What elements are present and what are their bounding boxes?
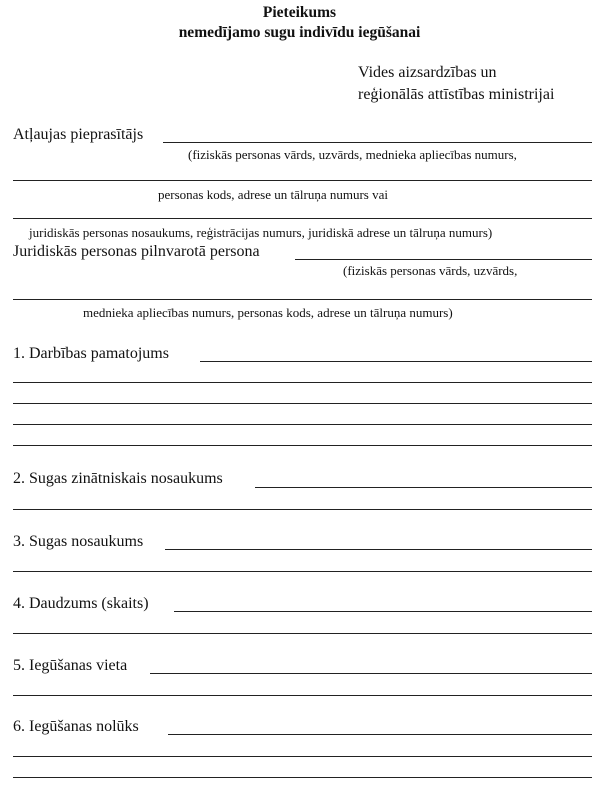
authorized-person-label: Juridiskās personas pilnvarotā persona [13,243,260,260]
authorized-person-input-line-2[interactable] [13,299,592,300]
section-1-input-line[interactable] [200,361,592,362]
section-1-input-line[interactable] [13,445,592,446]
section-2-label: 2. Sugas zinātniskais nosaukums [13,470,223,487]
section-3-label: 3. Sugas nosaukums [13,533,144,550]
section-1-input-line[interactable] [13,424,592,425]
section-3-input-line[interactable] [13,571,592,572]
section-1-input-line[interactable] [13,382,592,383]
authorized-person-hint-2: mednieka apliecības numurs, personas kods, adrese un tālruņa numurs) [83,305,453,320]
section-6-input-line[interactable] [13,777,592,778]
applicant-label: Atļaujas pieprasītājs [13,126,144,143]
section-6-input-line[interactable] [13,756,592,757]
section-6-label: 6. Iegūšanas nolūks [13,718,139,735]
section-4-input-line[interactable] [174,611,592,612]
section-5-label: 5. Iegūšanas vieta [13,657,128,674]
authorized-person-hint-1: (fiziskās personas vārds, uzvārds, [343,263,518,278]
section-2-input-line[interactable] [13,509,592,510]
applicant-input-line-2[interactable] [13,180,592,181]
section-1-input-line[interactable] [13,403,592,404]
applicant-hint-3: juridiskās personas nosaukums, reģistrācijas numurs, juridiskā adrese un tālruņa numurs) [29,225,493,240]
form-subtitle: nemedījamo sugu indivīdu iegūšanai [178,24,421,41]
section-1-label: 1. Darbības pamatojums [13,345,169,362]
section-4-label: 4. Daudzums (skaits) [13,595,149,612]
section-6-input-line[interactable] [168,734,592,735]
section-5-input-line[interactable] [150,673,592,674]
applicant-hint-1: (fiziskās personas vārds, uzvārds, mednieka apliecības numurs, [188,147,517,162]
section-4-input-line[interactable] [13,633,592,634]
authorized-person-input-line-1[interactable] [295,259,592,260]
addressee-line-2: reģionālās attīstības ministrijai [358,86,555,103]
applicant-hint-2: personas kods, adrese un tālruņa numurs vai [158,187,388,202]
form-title: Pieteikums [262,4,337,21]
applicant-input-line-3[interactable] [13,218,592,219]
section-5-input-line[interactable] [13,695,592,696]
section-3-input-line[interactable] [165,549,592,550]
addressee-line-1: Vides aizsardzības un [358,64,497,81]
applicant-input-line-1[interactable] [163,142,592,143]
section-2-input-line[interactable] [255,487,592,488]
